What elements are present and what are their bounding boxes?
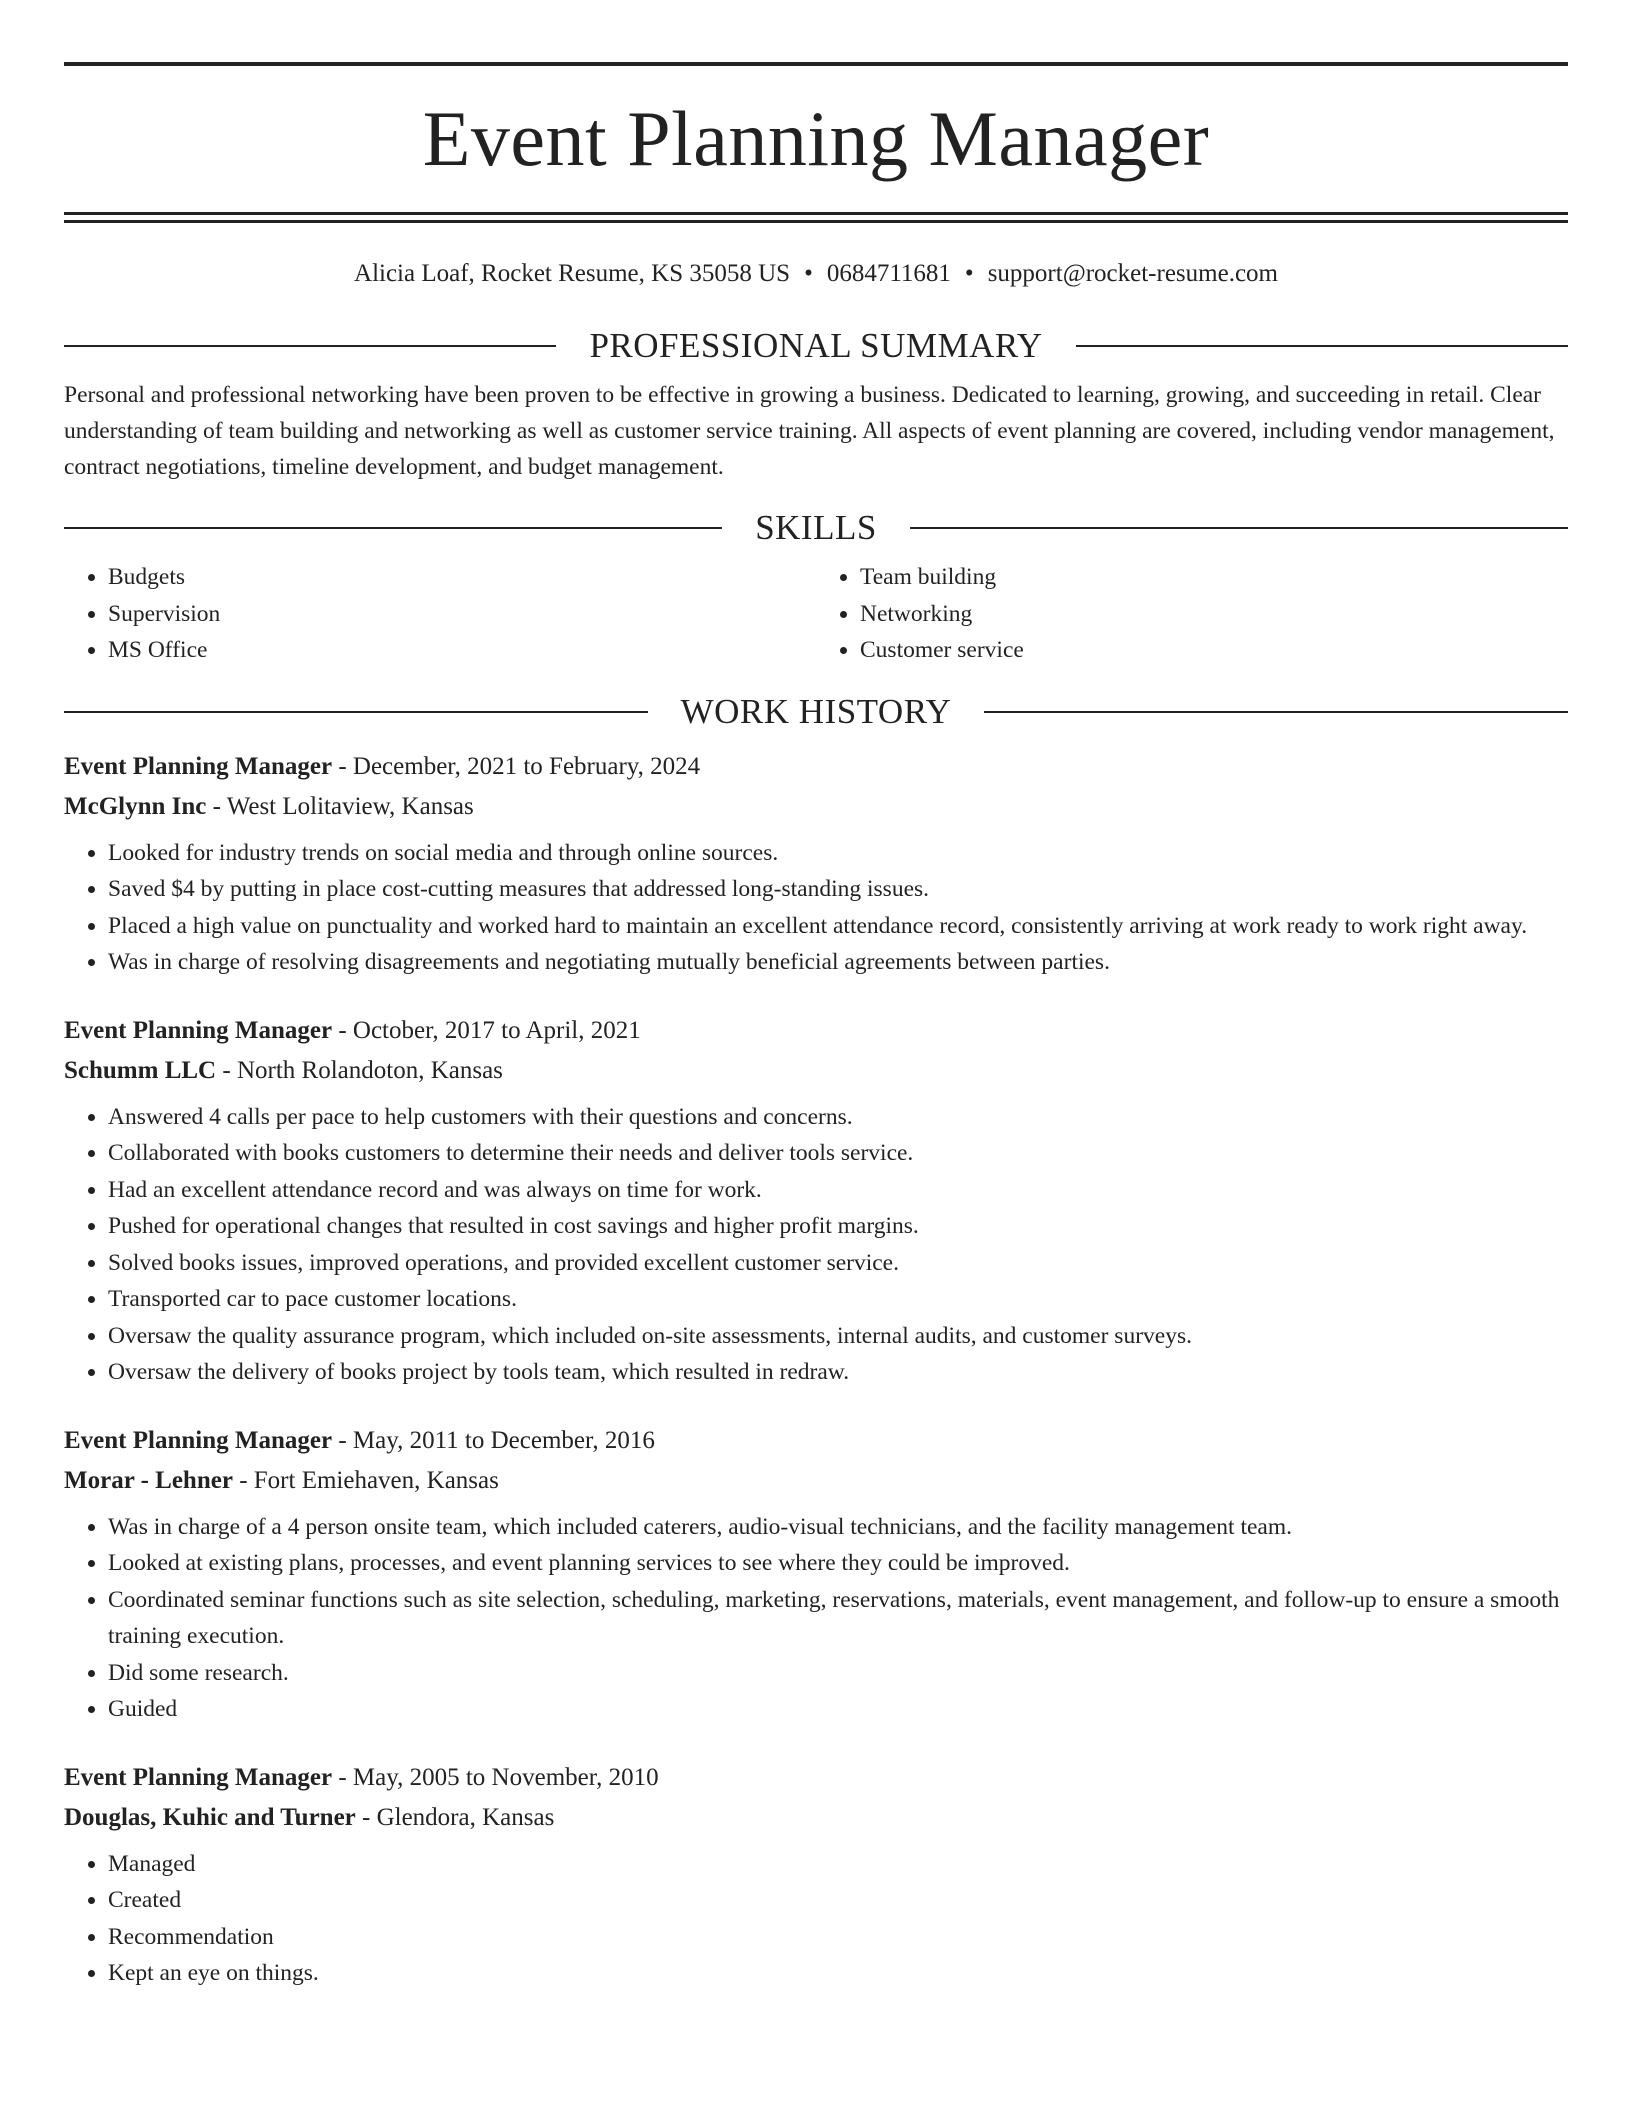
job-location: - West Lolitaview, Kansas xyxy=(206,792,474,820)
section-rule xyxy=(64,527,722,529)
top-rule xyxy=(64,62,1568,66)
job-bullet: • Did some research. xyxy=(108,1655,1568,1692)
job-bullet: • Transported car to pace customer locations. xyxy=(108,1281,1568,1318)
job-company: Morar - Lehner xyxy=(64,1466,233,1494)
job-bullet: • Was in charge of resolving disagreements and negotiating mutually beneficial agreements between parties. xyxy=(108,944,1568,981)
job-company: McGlynn Inc xyxy=(64,792,207,820)
job-company-line xyxy=(64,1051,1568,1091)
job-entry xyxy=(64,1011,1568,1391)
work-section-header xyxy=(64,691,1568,733)
job-dates: - October, 2017 to April, 2021 xyxy=(332,1016,641,1044)
job-title-line xyxy=(64,1011,1568,1051)
job-title-line xyxy=(64,1758,1568,1798)
job-bullet: • Oversaw the quality assurance program, which included on-site assessments, internal audits, and customer surveys. xyxy=(108,1318,1568,1355)
summary-heading: PROFESSIONAL SUMMARY xyxy=(589,326,1043,365)
work-history xyxy=(64,747,1568,1992)
resume-title: Event Planning Manager xyxy=(422,95,1210,182)
job-dates: - May, 2011 to December, 2016 xyxy=(332,1426,655,1454)
job-bullet: • Solved books issues, improved operations, and provided excellent customer service. xyxy=(108,1245,1568,1282)
job-entry xyxy=(64,1421,1568,1728)
skill-item: • Customer service xyxy=(860,632,1568,669)
job-company: Douglas, Kuhic and Turner xyxy=(64,1803,356,1831)
job-bullets xyxy=(64,1099,1568,1391)
job-bullet: • Managed xyxy=(108,1846,1568,1883)
section-rule xyxy=(984,711,1568,713)
skill-item: • Budgets xyxy=(108,559,816,596)
skill-item: • Networking xyxy=(860,596,1568,633)
job-location: - Fort Emiehaven, Kansas xyxy=(232,1466,499,1494)
contact-address: Alicia Loaf, Rocket Resume, KS 35058 US xyxy=(354,260,791,287)
summary-section-header xyxy=(64,325,1568,367)
job-bullets xyxy=(64,1509,1568,1728)
job-bullet: • Had an excellent attendance record and was always on time for work. xyxy=(108,1172,1568,1209)
job-title: Event Planning Manager xyxy=(64,1763,333,1791)
job-dates: - December, 2021 to February, 2024 xyxy=(332,752,701,780)
job-title-line xyxy=(64,1421,1568,1461)
section-rule xyxy=(1076,345,1568,347)
job-bullet: • Collaborated with books customers to determine their needs and deliver tools service. xyxy=(108,1135,1568,1172)
job-bullet: • Recommendation xyxy=(108,1919,1568,1956)
summary-text: Personal and professional networking have been proven to be effective in growing a business. Dedicated to learning, growing, and succeeding in retail. Clear understanding of team building and networking as well as customer service training. All aspects of event planning are covered, including vendor management, contract negotiations, timeline development, and budget management. xyxy=(64,382,1555,480)
job-bullet: • Coordinated seminar functions such as site selection, scheduling, marketing, reservations, materials, event management, and follow-up to ensure a smooth training execution. xyxy=(108,1582,1568,1655)
section-rule xyxy=(64,345,556,347)
job-company-line xyxy=(64,787,1568,827)
section-rule xyxy=(64,711,648,713)
job-title: Event Planning Manager xyxy=(64,1016,333,1044)
job-bullet: • Guided xyxy=(108,1691,1568,1728)
skills-column-right xyxy=(816,559,1568,669)
job-bullet: • Placed a high value on punctuality and worked hard to maintain an excellent attendance record, consistently arriving at work ready to work right away. xyxy=(108,908,1568,945)
contact-separator: • xyxy=(804,260,813,287)
skills-section-header xyxy=(64,507,1568,549)
job-company: Schumm LLC xyxy=(64,1056,217,1084)
contact-separator: • xyxy=(964,260,974,287)
job-bullets xyxy=(64,835,1568,981)
job-bullets xyxy=(64,1846,1568,1992)
skills-column-left xyxy=(64,559,816,669)
title-double-rule xyxy=(64,212,1568,223)
job-location: - North Rolandoton, Kansas xyxy=(216,1056,503,1084)
job-bullet: • Oversaw the delivery of books project by tools team, which resulted in redraw. xyxy=(108,1354,1568,1391)
job-entry xyxy=(64,747,1568,981)
job-bullet: • Answered 4 calls per pace to help customers with their questions and concerns. xyxy=(108,1099,1568,1136)
work-heading: WORK HISTORY xyxy=(680,691,952,731)
skill-item: • MS Office xyxy=(108,632,816,669)
skills-heading: SKILLS xyxy=(755,508,877,547)
job-company-line xyxy=(64,1461,1568,1501)
job-bullet: • Was in charge of a 4 person onsite team, which included caterers, audio-visual technicians, and the facility management team. xyxy=(108,1509,1568,1546)
contact-email[interactable]: support@rocket-resume.com xyxy=(987,260,1278,287)
job-bullet: • Kept an eye on things. xyxy=(108,1955,1568,1992)
contact-line xyxy=(64,259,1568,289)
job-bullet: • Saved $4 by putting in place cost-cutting measures that addressed long-standing issues. xyxy=(108,871,1568,908)
job-bullet: • Looked for industry trends on social media and through online sources. xyxy=(108,835,1568,872)
job-bullet: • Looked at existing plans, processes, and event planning services to see where they could be improved. xyxy=(108,1545,1568,1582)
job-bullet: • Pushed for operational changes that resulted in cost savings and higher profit margins. xyxy=(108,1208,1568,1245)
job-entry xyxy=(64,1758,1568,1992)
job-bullet: • Created xyxy=(108,1882,1568,1919)
job-company-line xyxy=(64,1798,1568,1838)
job-title-line xyxy=(64,747,1568,787)
skill-item: • Supervision xyxy=(108,596,816,633)
job-dates: - May, 2005 to November, 2010 xyxy=(332,1763,659,1791)
skills-list xyxy=(64,559,1568,669)
contact-phone: 0684711681 xyxy=(826,260,951,287)
job-title: Event Planning Manager xyxy=(64,752,333,780)
section-rule xyxy=(910,527,1568,529)
job-title: Event Planning Manager xyxy=(64,1426,333,1454)
job-location: - Glendora, Kansas xyxy=(355,1803,555,1831)
skill-item: • Team building xyxy=(860,559,1568,596)
